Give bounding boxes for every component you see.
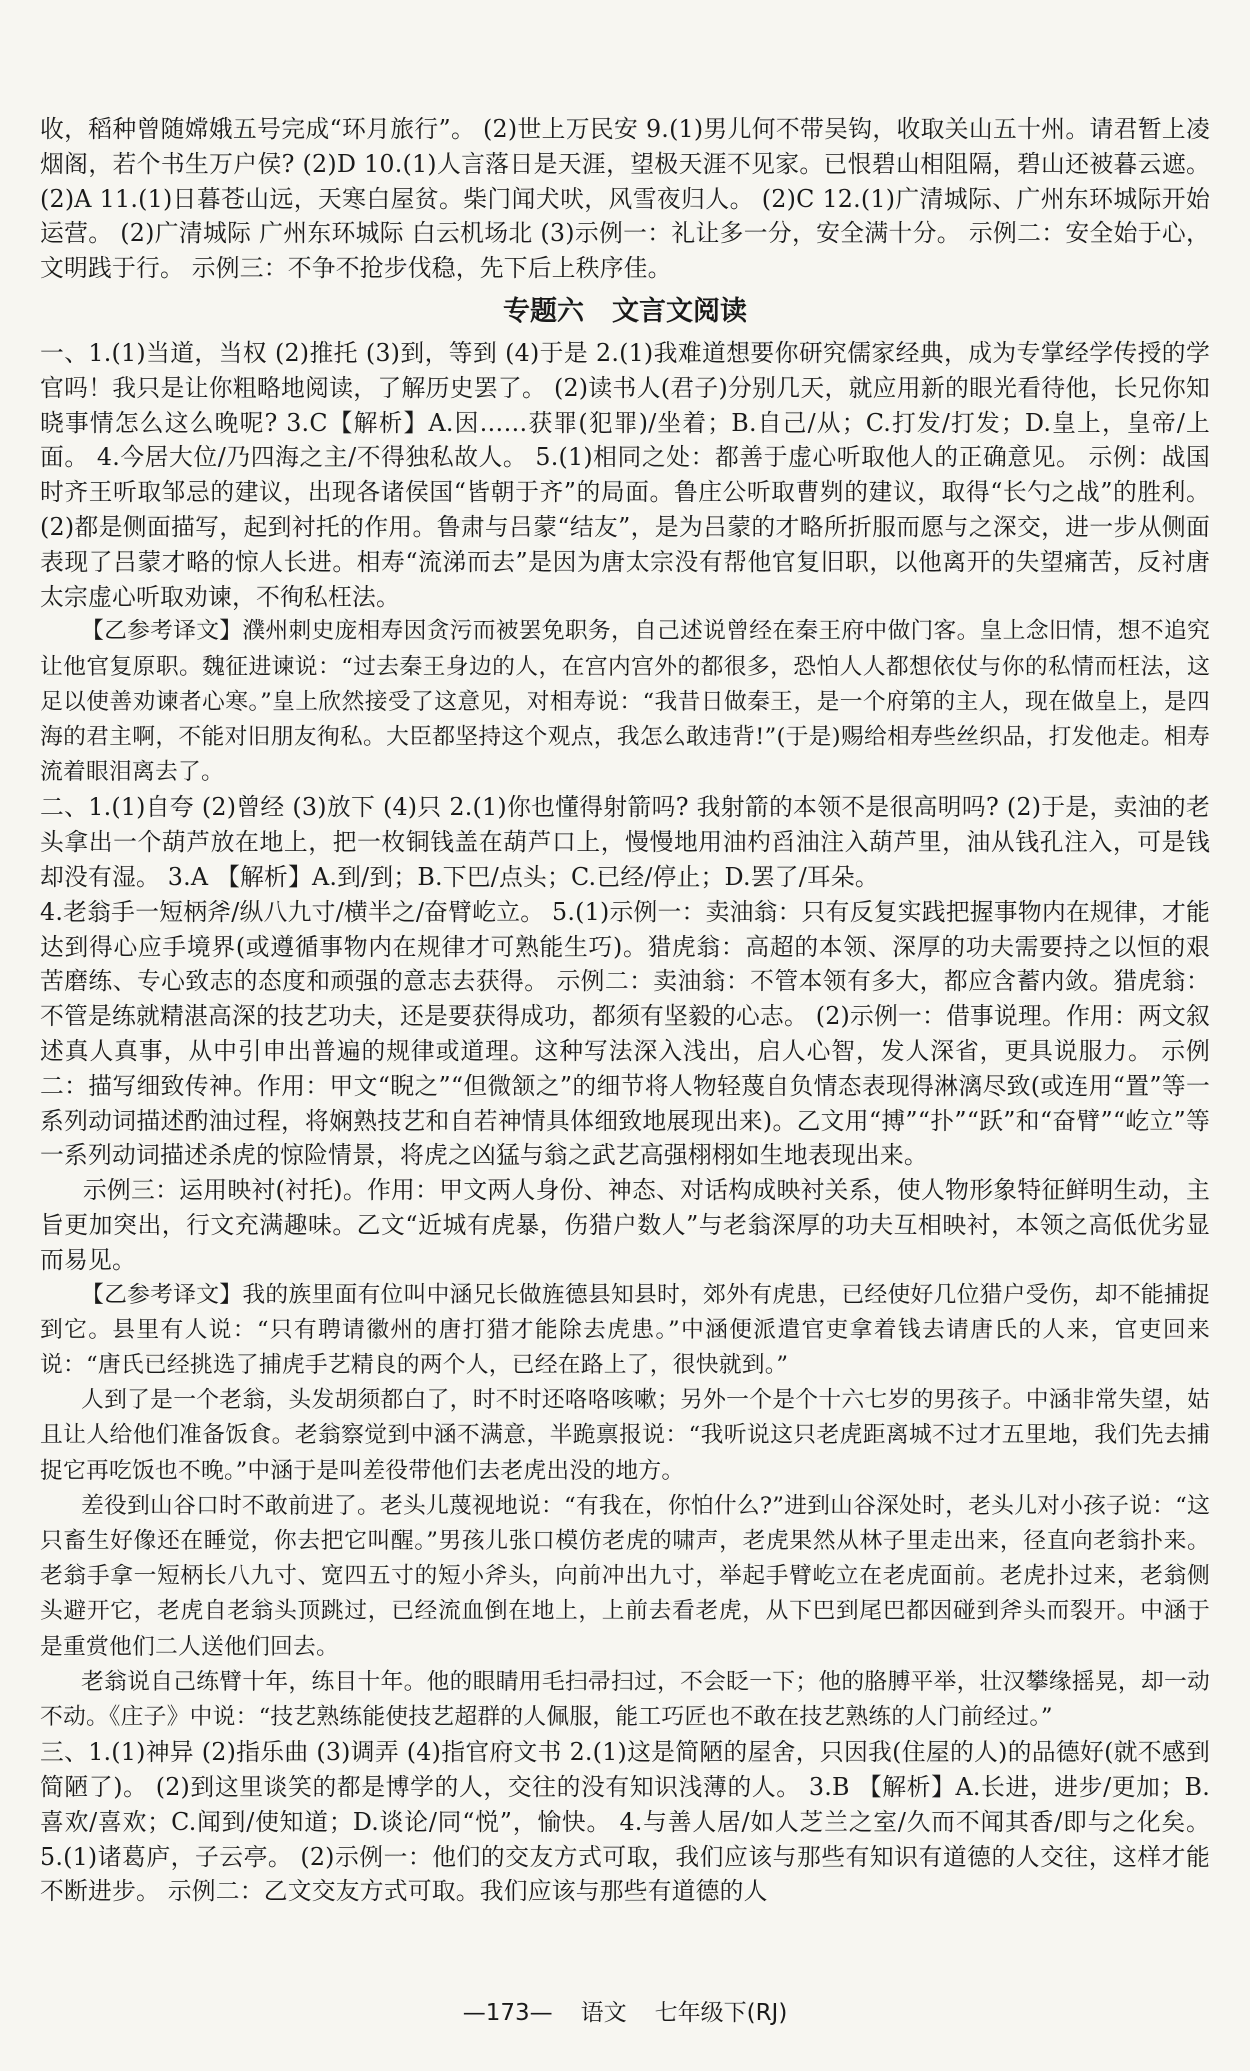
translation-paragraph: 差役到山谷口时不敢前进了。老头儿蔑视地说：“有我在，你怕什么?”进到山谷深处时，老头儿对小孩子说：“这只畜生好像还在睡觉，你去把它叫醒。”男孩儿张口模仿老虎的啸声，老虎果然从林子里走出来，径直向老翁扑来。老翁手拿一短柄长八九寸、宽四五寸的短小斧头，向前冲出九寸，举起手臂屹立在老虎面前。老虎扑过来，老翁侧头避开它，老虎自老翁头顶跳过，已经流血倒在地上，上前去看老虎，从下巴到尾巴都因碰到斧头而裂开。中涵于是重赏他们二人送他们回去。 bbox=[40, 1492, 1210, 1660]
answer-paragraph: 二、1.(1)自夸 (2)曾经 (3)放下 (4)只 2.(1)你也懂得射箭吗? 我射箭的本领不是很高明吗? (2)于是，卖油的老头拿出一个葫芦放在地上，把一枚铜钱盖在葫芦口上，慢慢地用油杓舀油注入葫芦里，油从钱孔注入，可是钱却没有湿。 3.A 【解析】A.到/到；B.下巴/点头；C.已经/停止；D.罢了/耳朵。 bbox=[40, 793, 1210, 891]
section-title bbox=[40, 292, 1210, 332]
answer-paragraph: 收，稻种曾随嫦娥五号完成“环月旅行”。 (2)世上万民安 9.(1)男儿何不带吴钩，收取关山五十州。请君暂上凌烟阁，若个书生万户侯? (2)D 10.(1)人言落日是天涯，望极天涯不见家。已恨碧山相阻隔，碧山还被暮云遮。 (2)A 11.(1)日暮苍山远，天寒白屋贫。柴门闻犬吠，风雪夜归人。 (2)C 12.(1)广清城际、广州东环城际开始运营。 (2)广清城际 广州东环城际 白云机场北 (3)示例一：礼让多一分，安全满十分。 示例二：安全始于心，文明践于行。 示例三：不争不抢步伐稳，先下后上秩序佳。 bbox=[40, 115, 1210, 283]
translation-paragraph: 【乙参考译文】我的族里面有位叫中涵兄长做旌德县知县时，郊外有虎患，已经使好几位猎户受伤，却不能捕捉到它。县里有人说：“只有聘请徽州的唐打猎才能除去虎患。”中涵便派遣官吏拿着钱去请唐氏的人来，官吏回来说：“唐氏已经挑选了捕虎手艺精良的两个人，已经在路上了，很快就到。” bbox=[40, 1281, 1210, 1378]
page-footer bbox=[0, 1994, 1250, 2027]
translation-paragraph: 【乙参考译文】濮州刺史庞相寿因贪污而被罢免职务，自己述说曾经在秦王府中做门客。皇上念旧情，想不追究让他官复原职。魏征进谏说：“过去秦王身边的人，在宫内宫外的都很多，恐怕人人都想依仗与你的私情而枉法，这足以使善劝谏者心寒。”皇上欣然接受了这意见，对相寿说：“我昔日做秦王，是一个府第的主人，现在做皇上，是四海的君主啊，不能对旧朋友徇私。大臣都坚持这个观点，我怎么敢违背!”(于是)赐给相寿些丝织品，打发他走。相寿流着眼泪离去了。 bbox=[40, 618, 1210, 786]
translation-paragraph: 人到了是一个老翁，头发胡须都白了，时不时还咯咯咳嗽；另外一个是个十六七岁的男孩子。中涵非常失望，姑且让人给他们准备饭食。老翁察觉到中涵不满意，半跪禀报说：“我听说这只老虎距离城不过才五里地，我们先去捕捉它再吃饭也不晚。”中涵于是叫差役带他们去老虎出没的地方。 bbox=[40, 1387, 1210, 1484]
page-number: —173— bbox=[462, 2000, 553, 2026]
answer-paragraph: 一、1.(1)当道，当权 (2)推托 (3)到，等到 (4)于是 2.(1)我难道想要你研究儒家经典，成为专掌经学传授的学官吗！我只是让你粗略地阅读，了解历史罢了。 (2)读书人(君子)分别几天，就应用新的眼光看待他，长兄你知晓事情怎么这么晚呢? 3.C【解析】A.因……获罪(犯罪)/坐着；B.自己/从；C.打发/打发；D.皇上，皇帝/上面。 4.今居大位/乃四海之主/不得独私故人。 5.(1)相同之处：都善于虚心听取他人的正确意见。 示例：战国时齐王听取邹忌的建议，出现各诸侯国“皆朝于齐”的局面。鲁庄公听取曹刿的建议，取得“长勺之战”的胜利。 (2)都是侧面描写，起到衬托的作用。鲁肃与吕蒙“结友”，是为吕蒙的才略所折服而愿与之深交，进一步从侧面表现了吕蒙才略的惊人长进。相寿“流涕而去”是因为唐太宗没有帮他官复旧职，以他离开的失望痛苦，反衬唐太宗虚心听取劝谏，不徇私枉法。 bbox=[40, 338, 1210, 611]
answer-paragraph: 4.老翁手一短柄斧/纵八九寸/横半之/奋臂屹立。 5.(1)示例一：卖油翁：只有反复实践把握事物内在规律，才能达到得心应手境界(或遵循事物内在规律才可熟能生巧)。猎虎翁：高超的本领、深厚的功夫需要持之以恒的艰苦磨练、专心致志的态度和顽强的意志去获得。 示例二：卖油翁：不管本领有多大，都应含蓄内敛。猎虎翁：不管是练就精湛高深的技艺功夫，还是要获得成功，都须有坚毅的心志。 (2)示例一：借事说理。作用：两文叙述真人真事，从中引申出普遍的规律或道理。这种写法深入浅出，启人心智，发人深省，更具说服力。 示例二：描写细致传神。作用：甲文“睨之”“但微颔之”的细节将人物轻蔑自负情态表现得淋漓尽致(或连用“置”等一系列动词描述酌油过程，将娴熟技艺和自若神情具体细致地展现出来)。乙文用“搏”“扑”“跃”和“奋臂”“屹立”等一系列动词描述杀虎的惊险情景，将虎之凶猛与翁之武艺高强栩栩如生地表现出来。 bbox=[40, 897, 1210, 1170]
section-name: 文言文阅读 bbox=[612, 295, 747, 327]
answer-paragraph: 示例三：运用映衬(衬托)。作用：甲文两人身份、神态、对话构成映衬关系，使人物形象特征鲜明生动，主旨更加突出，行文充满趣味。乙文“近城有虎暴，伤猎户数人”与老翁深厚的功夫互相映衬，本领之高低优劣显而易见。 bbox=[40, 1176, 1210, 1274]
translation-paragraph: 老翁说自己练臂十年，练目十年。他的眼睛用毛扫帚扫过，不会眨一下；他的胳膊平举，壮汉攀缘摇晃，却一动不动。《庄子》中说：“技艺熟练能使技艺超群的人佩服，能工巧匠也不敢在技艺熟练的人门前经过。” bbox=[40, 1668, 1210, 1730]
section-number: 专题六 bbox=[503, 295, 584, 327]
grade-label: 七年级下(RJ) bbox=[654, 2000, 788, 2026]
answer-paragraph: 三、1.(1)神异 (2)指乐曲 (3)调弄 (4)指官府文书 2.(1)这是简陋的屋舍，只因我(住屋的人)的品德好(就不感到简陋了)。 (2)到这里谈笑的都是博学的人，交往的没有知识浅薄的人。 3.B 【解析】A.长进，进步/更加；B.喜欢/喜欢；C.闻到/使知道；D.谈论/同“悦”，愉快。 4.与善人居/如人芝兰之室/久而不闻其香/即与之化矣。 5.(1)诸葛庐，子云亭。 (2)示例一：他们的交友方式可取，我们应该与那些有知识有道德的人交往，这样才能不断进步。 示例二：乙文交友方式可取。我们应该与那些有道德的人 bbox=[40, 1738, 1210, 1906]
subject-label: 语文 bbox=[580, 2000, 627, 2026]
